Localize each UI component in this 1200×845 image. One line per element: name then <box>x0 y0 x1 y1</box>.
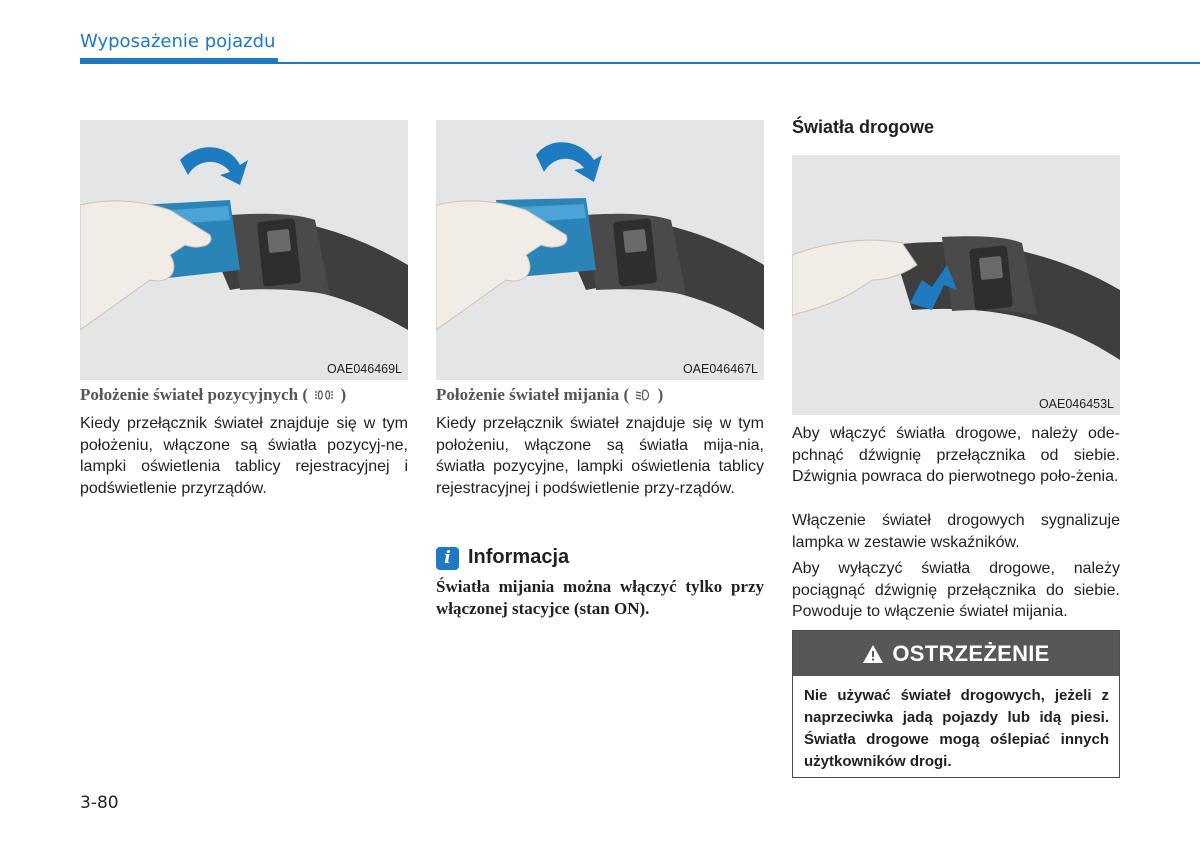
caption-close: ) <box>657 385 664 404</box>
body-paragraph: Kiedy przełącznik świateł znajduje się w tym położeniu, włączone są światła mija-nia, światła pozycyjne, lampki oświetlenia tablicy rejestracyjnej i podświetlenie przy-rządów. <box>436 415 764 497</box>
photo-code: OAE046453L <box>1038 397 1114 411</box>
warning-body: Nie używać świateł drogowych, jeżeli z naprzeciwka jadą pojazdy lub idą piesi. Światła drogowe mogą oślepiać innych użytkowników drogi. <box>804 687 1109 770</box>
caption-text: Położenie świateł pozycyjnych ( <box>80 385 309 404</box>
photo-low-beam-position <box>436 120 764 380</box>
low-beam-icon <box>635 388 651 402</box>
caption-text: Położenie świateł mijania ( <box>436 385 630 404</box>
parking-light-icon <box>314 388 334 402</box>
info-title: Informacja <box>468 546 570 568</box>
body-paragraph: Aby wyłączyć światła drogowe, należy pociągnąć dźwignię przełącznika do siebie. Powoduje to włączenie świateł mijania. <box>792 560 1120 620</box>
lever-illustration <box>792 155 1120 415</box>
photo-code: OAE046467L <box>682 362 758 376</box>
figure-caption <box>436 385 764 405</box>
info-body: Światła mijania można włączyć tylko przy włączonej stacyjce (stan ON). <box>436 577 764 618</box>
header-rule <box>80 62 1200 64</box>
lever-illustration <box>436 120 764 380</box>
page-number: 3-80 <box>80 793 119 813</box>
info-icon: i <box>436 547 459 570</box>
body-paragraph: Kiedy przełącznik świateł znajduje się w tym położeniu, włączone są światła pozycyj-ne, lampki oświetlenia tablicy rejestracyjnej i podświetlenie przyrządów. <box>80 415 408 497</box>
warning-title: OSTRZEŻENIE <box>892 640 1050 666</box>
lever-illustration <box>80 120 408 380</box>
warning-triangle-icon <box>862 644 884 664</box>
photo-high-beam <box>792 155 1120 415</box>
body-paragraph: Aby włączyć światła drogowe, należy ode-pchnąć dźwignię przełącznika od siebie. Dźwignia powraca do pierwotnego poło-żenia. <box>792 425 1120 485</box>
caption-close: ) <box>340 385 347 404</box>
photo-parking-light-position <box>80 120 408 380</box>
warning-header <box>793 631 1119 676</box>
body-paragraph: Włączenie świateł drogowych sygnalizuje lampka w zestawie wskaźników. <box>792 512 1120 551</box>
page-header-title: Wyposażenie pojazdu <box>80 31 276 52</box>
section-title: Światła drogowe <box>792 117 935 137</box>
figure-caption <box>80 385 408 405</box>
warning-box <box>792 630 1120 778</box>
photo-code: OAE046469L <box>326 362 402 376</box>
